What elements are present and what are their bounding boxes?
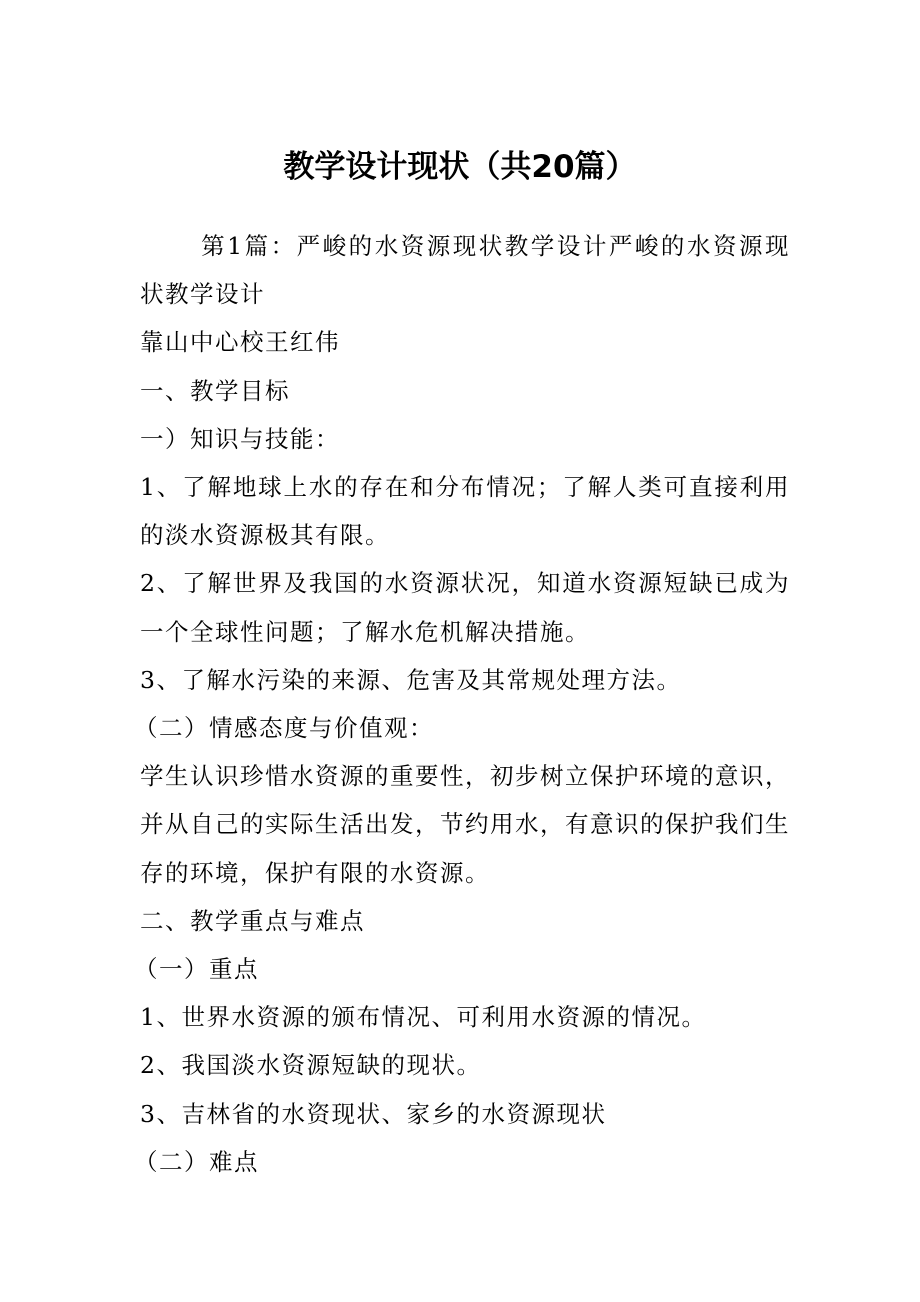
paragraph-attitude-text: 学生认识珍惜水资源的重要性，初步树立保护环境的意识，并从自己的实际生活出发，节约用水，有意识的保护我们生存的环境，保护有限的水资源。: [140, 762, 790, 887]
paragraph-author: 靠山中心校王红伟: [140, 328, 340, 357]
paragraph-focus-item-3: 3、吉林省的水资现状、家乡的水资源现状: [140, 1099, 607, 1128]
document-title: 教学设计现状（共20篇）: [283, 149, 637, 185]
paragraph-subsection-attitude: （二）情感态度与价值观：: [134, 714, 434, 743]
paragraph-focus-item-2: 2、我国淡水资源短缺的现状。: [140, 1051, 482, 1080]
paragraph-item-2: 2、了解世界及我国的水资源状况，知道水资源短缺已成为一个全球性问题；了解水危机解决措施。: [140, 569, 790, 646]
paragraph-chapter-heading: 第1篇：严峻的水资源现状教学设计严峻的水资源现状教学设计: [140, 232, 790, 309]
paragraph-section-objectives: 一、教学目标: [140, 376, 290, 405]
paragraph-section-keypoints: 二、教学重点与难点: [140, 906, 365, 935]
paragraph-subsection-focus: （一）重点: [134, 955, 259, 984]
paragraph-focus-item-1: 1、世界水资源的颁布情况、可利用水资源的情况。: [140, 1003, 707, 1032]
paragraph-item-3: 3、了解水污染的来源、危害及其常规处理方法。: [140, 665, 682, 694]
paragraph-subsection-knowledge: 一）知识与技能：: [140, 424, 340, 453]
paragraph-subsection-difficulty: （二）难点: [134, 1147, 259, 1176]
paragraph-item-1: 1、了解地球上水的存在和分布情况；了解人类可直接利用的淡水资源极其有限。: [140, 473, 790, 550]
document-body: [134, 222, 790, 1186]
